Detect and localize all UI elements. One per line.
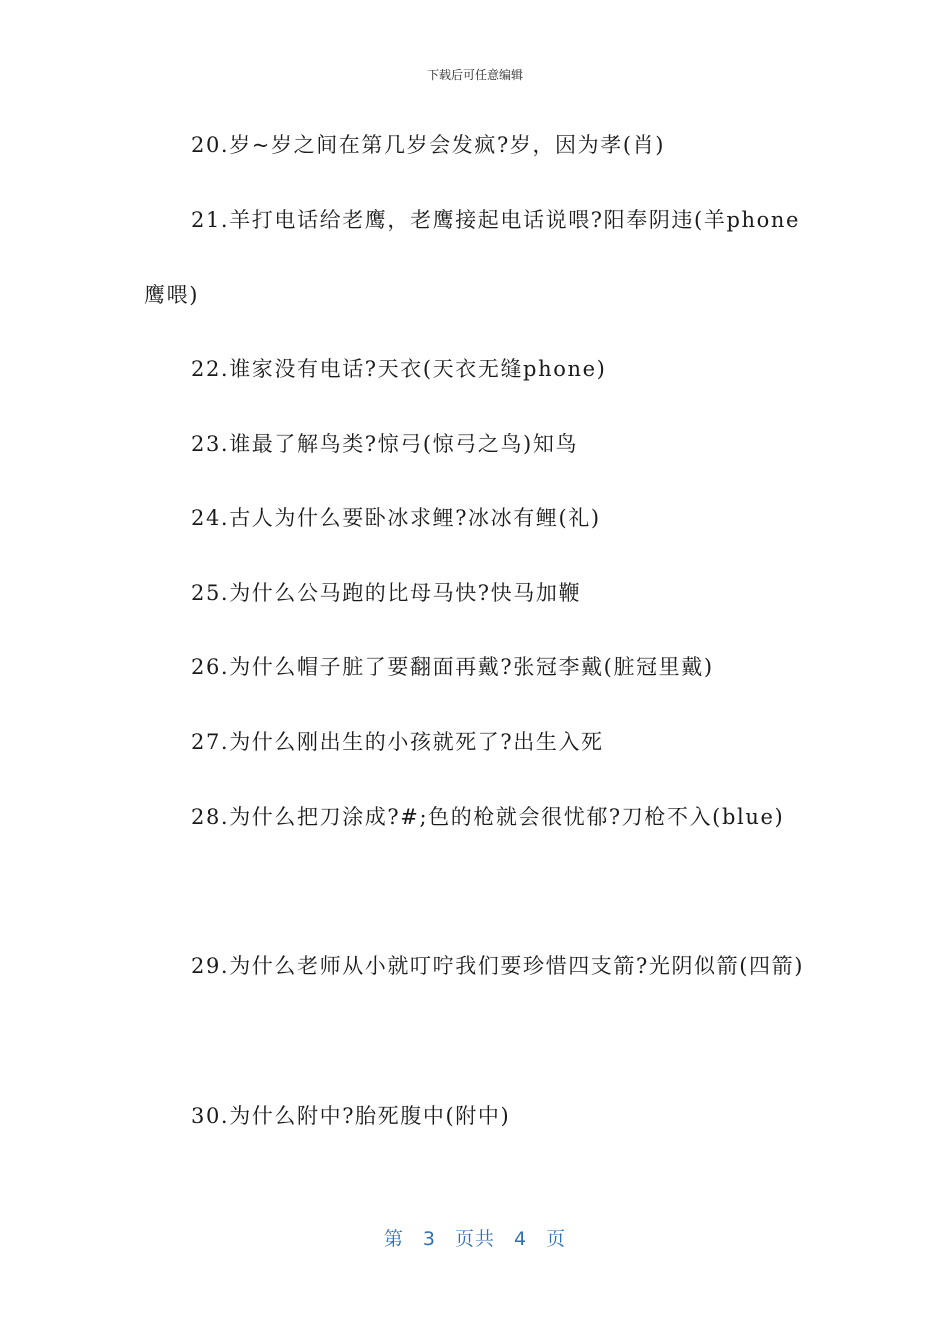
- list-item: 27.为什么刚出生的小孩就死了?出生入死: [191, 730, 604, 754]
- list-item: 24.古人为什么要卧冰求鲤?冰冰有鲤(礼): [191, 506, 601, 530]
- page-header: 下载后可任意编辑: [426, 68, 523, 82]
- list-item: 28.为什么把刀涂成?#;色的枪就会很忧郁?刀枪不入(blue): [191, 805, 785, 829]
- list-item: 23.谁最了解鸟类?惊弓(惊弓之鸟)知鸟: [191, 432, 579, 456]
- list-item: 20.岁~岁之间在第几岁会发疯?岁，因为孝(肖): [191, 133, 666, 157]
- list-item: 30.为什么附中?胎死腹中(附中): [191, 1104, 511, 1128]
- list-item: 25.为什么公马跑的比母马快?快马加鞭: [191, 581, 582, 605]
- list-item: 26.为什么帽子脏了要翻面再戴?张冠李戴(脏冠里戴): [191, 655, 714, 679]
- list-item: 29.为什么老师从小就叮咛我们要珍惜四支箭?光阴似箭(四箭): [191, 954, 805, 978]
- page-footer: 第 3 页共 4 页: [383, 1228, 567, 1250]
- list-item: 21.羊打电话给老鹰，老鹰接起电话说喂?阳奉阴违(羊phone鹰喂): [144, 208, 801, 307]
- list-item: 22.谁家没有电话?天衣(天衣无缝phone): [191, 357, 607, 381]
